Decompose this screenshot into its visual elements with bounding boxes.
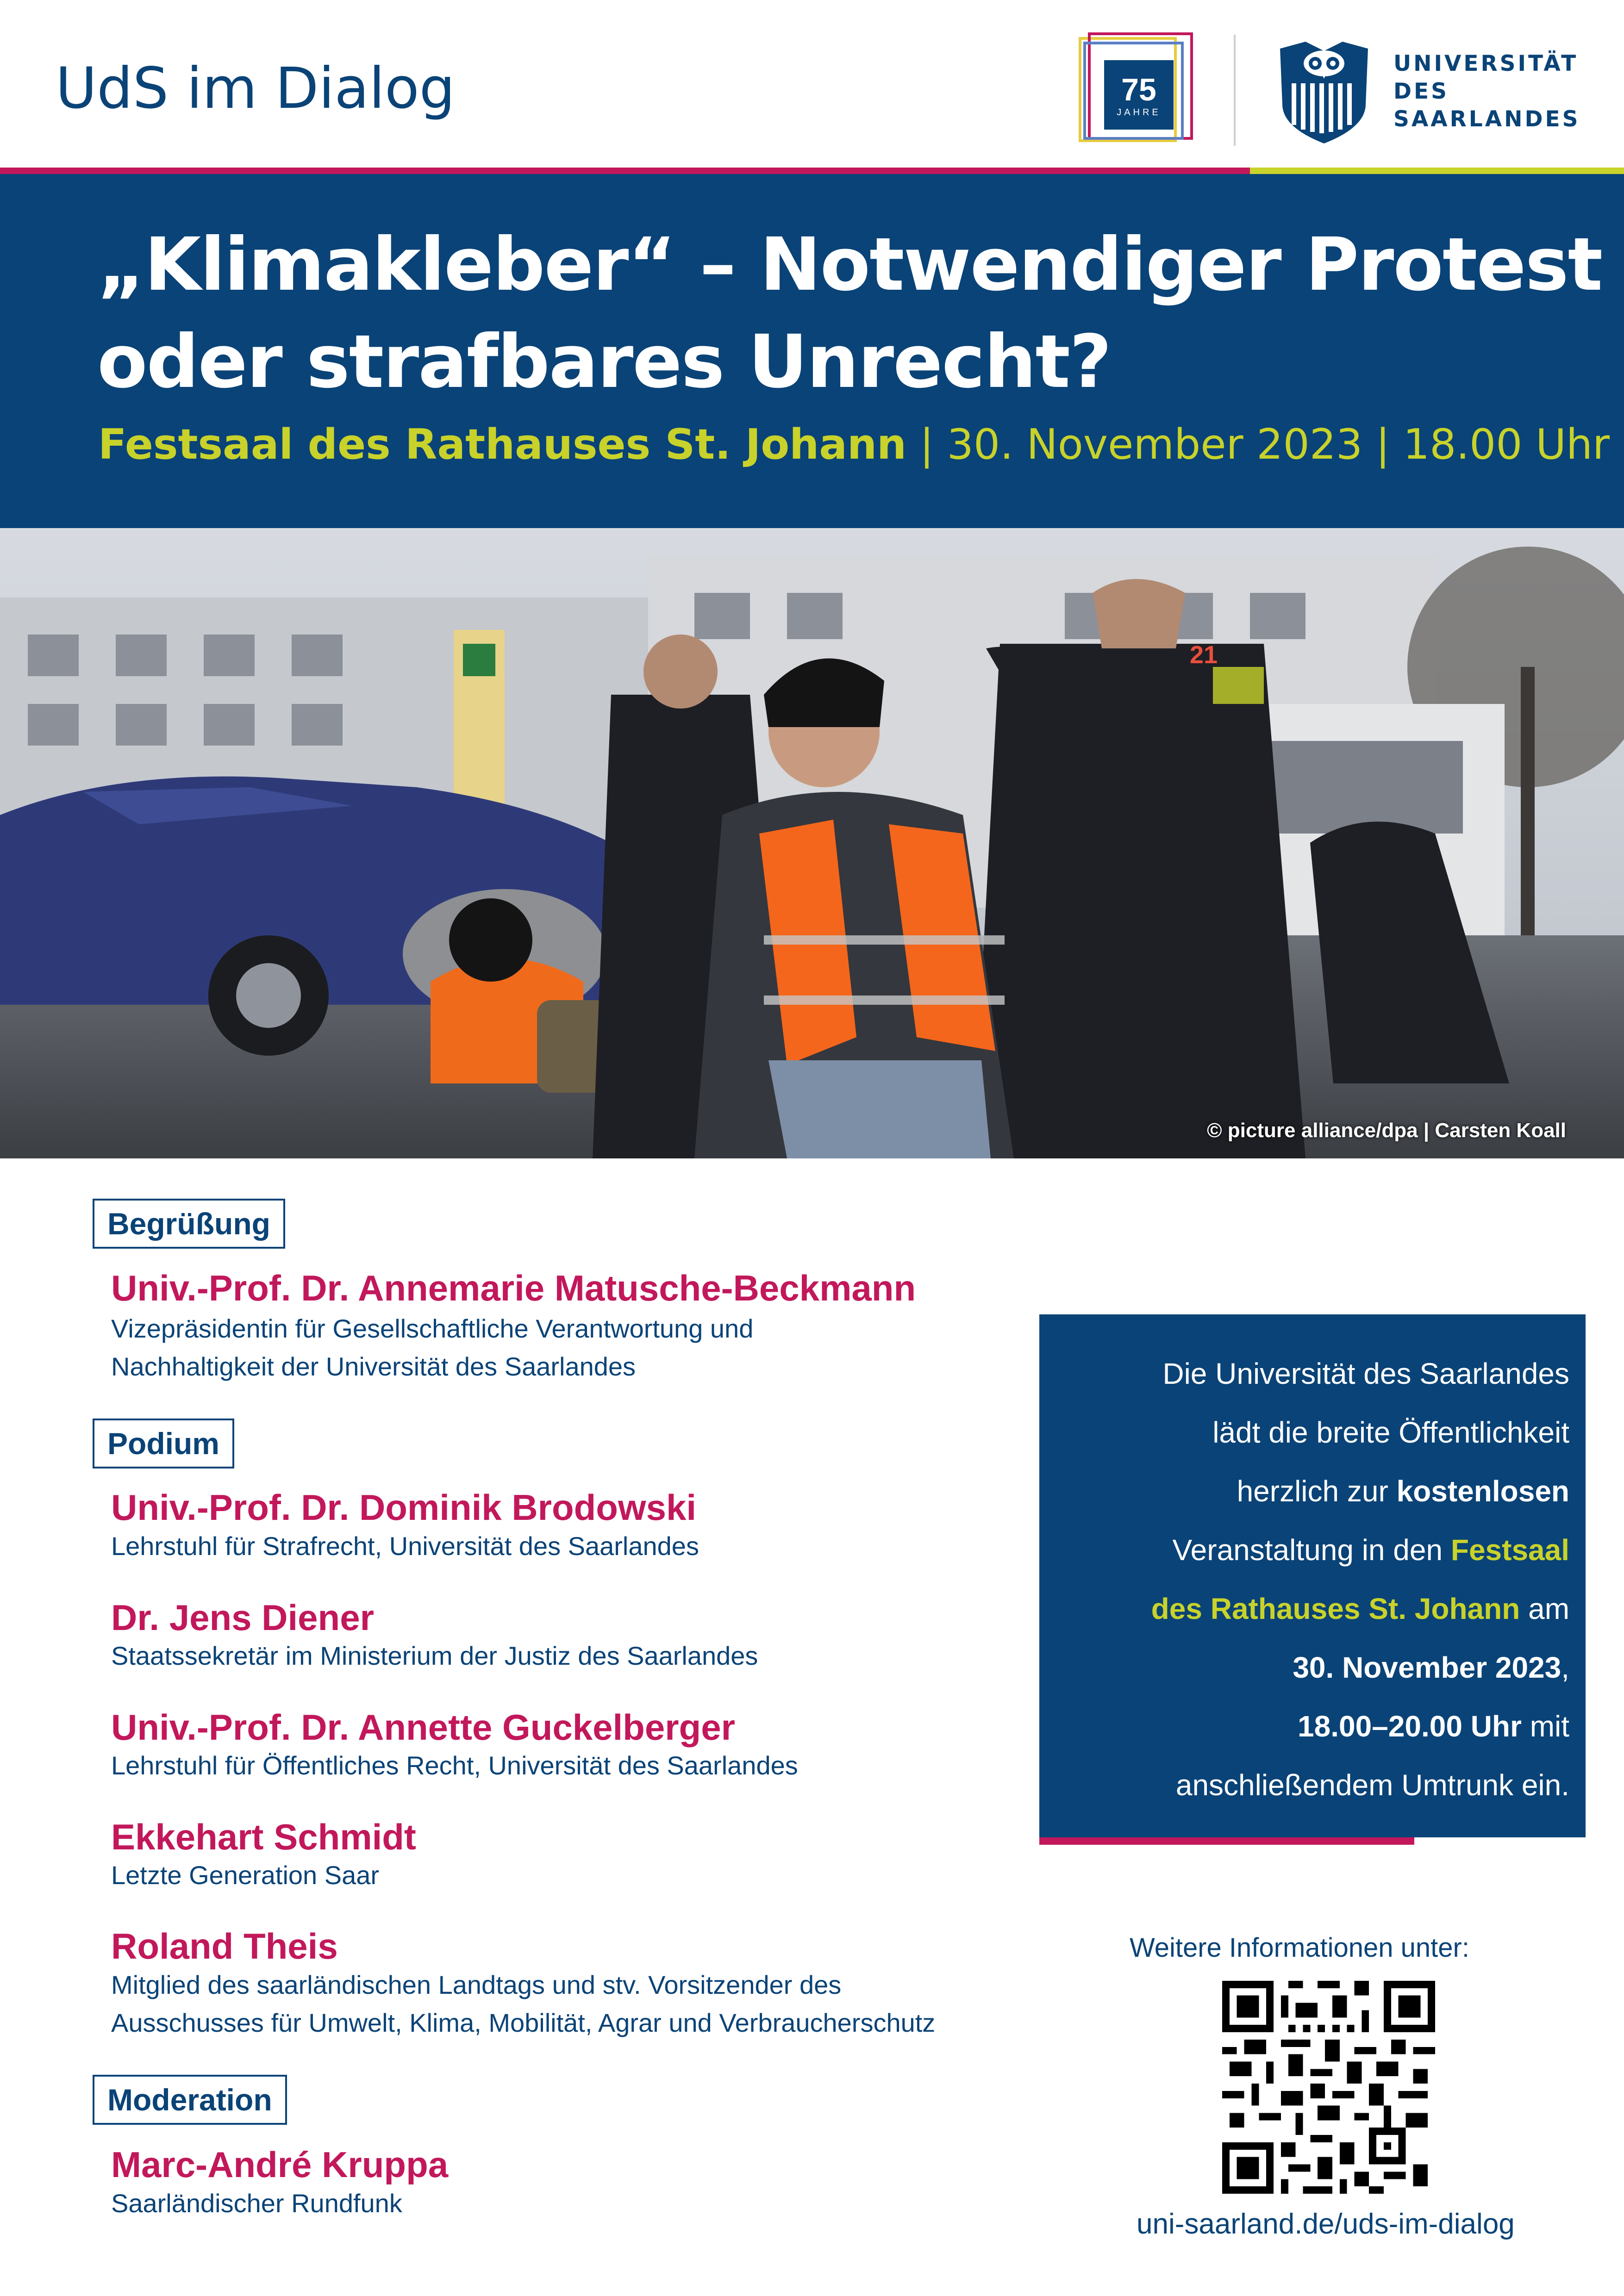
invitation-time: 18.00–20.00 Uhr [1298,1710,1522,1743]
role-line: Nachhaltigkeit der Universität des Saarlandes [111,1352,636,1381]
protest-scene-illustration [0,528,1624,1158]
podium-speaker-role [111,1966,935,2042]
event-date: 30. November 2023 [947,420,1363,469]
invitation-text [1065,1344,1569,1815]
invitation-venue-part: des Rathauses St. Johann [1151,1592,1520,1625]
invitation-free: kostenlosen [1396,1475,1569,1508]
header-divider [1234,35,1236,146]
invitation-line: herzlich zur kostenlosen [1237,1475,1569,1508]
subtitle-separator: | [1362,420,1403,469]
podium-speaker-name: Univ.-Prof. Dr. Annette Guckelberger [111,1707,735,1748]
accent-stripe-magenta [0,168,1250,174]
podium-speaker-name: Ekkehart Schmidt [111,1817,416,1857]
more-info-label: Weitere Informationen unter: [1130,1933,1469,1963]
greeting-speaker-role [111,1310,753,1386]
podium-speaker-name: Univ.-Prof. Dr. Dominik Brodowski [111,1487,697,1528]
more-info-url[interactable]: uni-saarland.de/uds-im-dialog [1137,2208,1515,2240]
invitation-line: des Rathauses St. Johann am [1151,1592,1569,1625]
invitation-line: Veranstaltung in den Festsaal [1172,1533,1569,1567]
event-venue: Festsaal des Rathauses St. Johann [98,420,907,469]
university-name [1393,50,1580,133]
event-photo [0,528,1624,1158]
moderation-label: Moderation [93,2075,287,2125]
podium-speaker-role: Lehrstuhl für Öffentliches Recht, Universität des Saarlandes [111,1751,798,1780]
event-time: 18.00 Uhr [1403,420,1610,469]
invitation-line: anschließendem Umtrunk ein. [1175,1768,1569,1802]
greeting-label: Begrüßung [93,1199,285,1249]
anniversary-word: JAHRE [1117,107,1161,118]
officer-shoulder-number: 21 [1189,641,1218,669]
accent-stripe-lime [1250,168,1624,174]
university-crest-icon [1271,35,1377,146]
role-line: Mitglied des saarländischen Landtags und stv. Vorsitzender des [111,1970,842,1999]
event-title-line-1: „Klimakleber“ – Notwendiger Protest [97,222,1602,307]
invitation-box-accent [1039,1837,1414,1845]
podium-speaker-role: Letzte Generation Saar [111,1860,380,1890]
podium-speaker-role: Staatssekretär im Ministerium der Justiz des Saarlandes [111,1641,758,1670]
university-name-line-2: DES [1393,79,1449,104]
podium-label: Podium [93,1419,234,1468]
photo-credit: © picture alliance/dpa | Carsten Koall [1207,1119,1566,1142]
university-name-line-3: SAARLANDES [1393,106,1580,132]
podium-speaker-role: Lehrstuhl für Strafrecht, Universität des Saarlandes [111,1531,699,1561]
moderator-role: Saarländischer Rundfunk [111,2189,402,2218]
podium-speaker-name: Dr. Jens Diener [111,1597,374,1638]
event-subtitle [98,420,1610,469]
role-line: Ausschusses für Umwelt, Klima, Mobilität, Agrar und Verbraucherschutz [111,2008,936,2037]
anniversary-logo [1079,32,1194,148]
invitation-line: lädt die breite Öffentlichkeit [1212,1416,1569,1449]
invitation-line: 18.00–20.00 Uhr mit [1298,1710,1569,1743]
podium-speaker-name: Roland Theis [111,1926,338,1966]
university-name-line-1: UNIVERSITÄT [1393,51,1579,76]
greeting-speaker-name: Univ.-Prof. Dr. Annemarie Matusche-Beckmann [111,1268,916,1308]
invitation-line: 30. November 2023, [1293,1651,1569,1684]
anniversary-number: 75 [1121,72,1156,107]
invitation-line: Die Universität des Saarlandes [1162,1357,1569,1390]
invitation-date: 30. November 2023 [1293,1651,1562,1684]
role-line: Vizepräsidentin für Gesellschaftliche Verantwortung und [111,1314,754,1343]
event-title-line-2: oder strafbares Unrecht? [97,319,1111,404]
series-title: UdS im Dialog [56,56,456,121]
subtitle-separator: | [906,420,947,469]
moderator-name: Marc-André Kruppa [111,2144,449,2185]
invitation-venue-part: Festsaal [1450,1533,1569,1567]
qr-code-icon[interactable] [1222,1981,1435,2194]
